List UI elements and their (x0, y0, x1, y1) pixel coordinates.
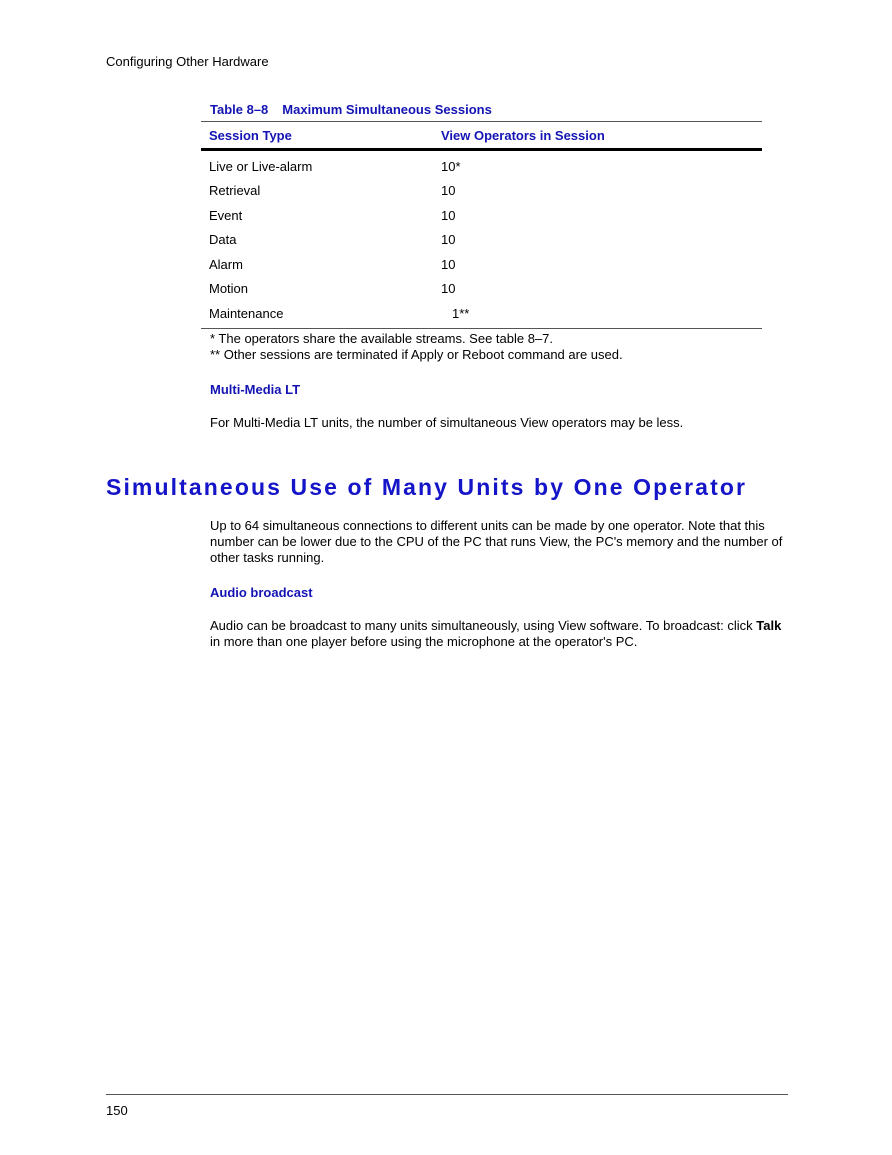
cell-view-operators: 10 (441, 183, 456, 199)
table-row (201, 277, 762, 302)
cell-session-type: Retrieval (209, 183, 261, 199)
footer-rule (106, 1094, 788, 1095)
table-body (201, 151, 762, 328)
multimedia-heading: Multi-Media LT (210, 382, 301, 397)
table-note: ** Other sessions are terminated if Apply or Reboot command are used. (210, 347, 623, 362)
table-row (201, 252, 762, 277)
table-row (201, 228, 762, 253)
cell-view-operators: 10 (441, 232, 456, 248)
talk-emphasis: Talk (756, 618, 782, 633)
cell-view-operators: 10* (441, 158, 461, 174)
cell-view-operators: 10 (441, 207, 456, 223)
sessions-table (201, 121, 762, 329)
audio-text-end: in more than one player before using the microphone at the operator's PC. (210, 634, 638, 649)
cell-view-operators: 10 (441, 256, 456, 272)
section-paragraph: Up to 64 simultaneous connections to different units can be made by one operator. Note that this number can be lower due to the CPU of the PC that runs View, the PC's memory and the number of other tasks running. (210, 518, 783, 565)
table-note: * The operators share the available streams. See table 8–7. (210, 331, 554, 346)
table-row (201, 203, 762, 228)
table-notes (210, 331, 623, 363)
cell-session-type: Maintenance (209, 305, 284, 321)
cell-session-type: Alarm (209, 256, 243, 272)
table-row (201, 179, 762, 204)
table-caption-title: Maximum Simultaneous Sessions (282, 102, 492, 117)
cell-session-type: Motion (209, 281, 249, 297)
page-number: 150 (106, 1103, 128, 1118)
running-header: Configuring Other Hardware (106, 54, 269, 69)
table-bottom-rule (201, 328, 762, 329)
cell-session-type: Event (209, 207, 243, 223)
table-row (201, 154, 762, 179)
column-header-view-operators: View Operators in Session (441, 127, 605, 143)
section-title: Simultaneous Use of Many Units by One Operator (106, 474, 748, 500)
table-header-row (201, 122, 762, 148)
column-header-session-type: Session Type (209, 127, 292, 143)
multimedia-text: For Multi-Media LT units, the number of simultaneous View operators may be less. (210, 415, 684, 430)
cell-session-type: Live or Live-alarm (209, 158, 313, 174)
audio-text-start: Audio can be broadcast to many units simultaneously, using View software. To broadcast: click (210, 618, 757, 633)
table-caption-number: Table 8–8 (210, 102, 269, 117)
table-caption (210, 102, 492, 117)
audio-text (210, 618, 784, 650)
cell-session-type: Data (209, 232, 237, 248)
table-row (201, 301, 762, 326)
audio-heading: Audio broadcast (210, 585, 313, 600)
cell-view-operators: 10 (441, 281, 456, 297)
cell-view-operators: 1** (452, 305, 470, 321)
